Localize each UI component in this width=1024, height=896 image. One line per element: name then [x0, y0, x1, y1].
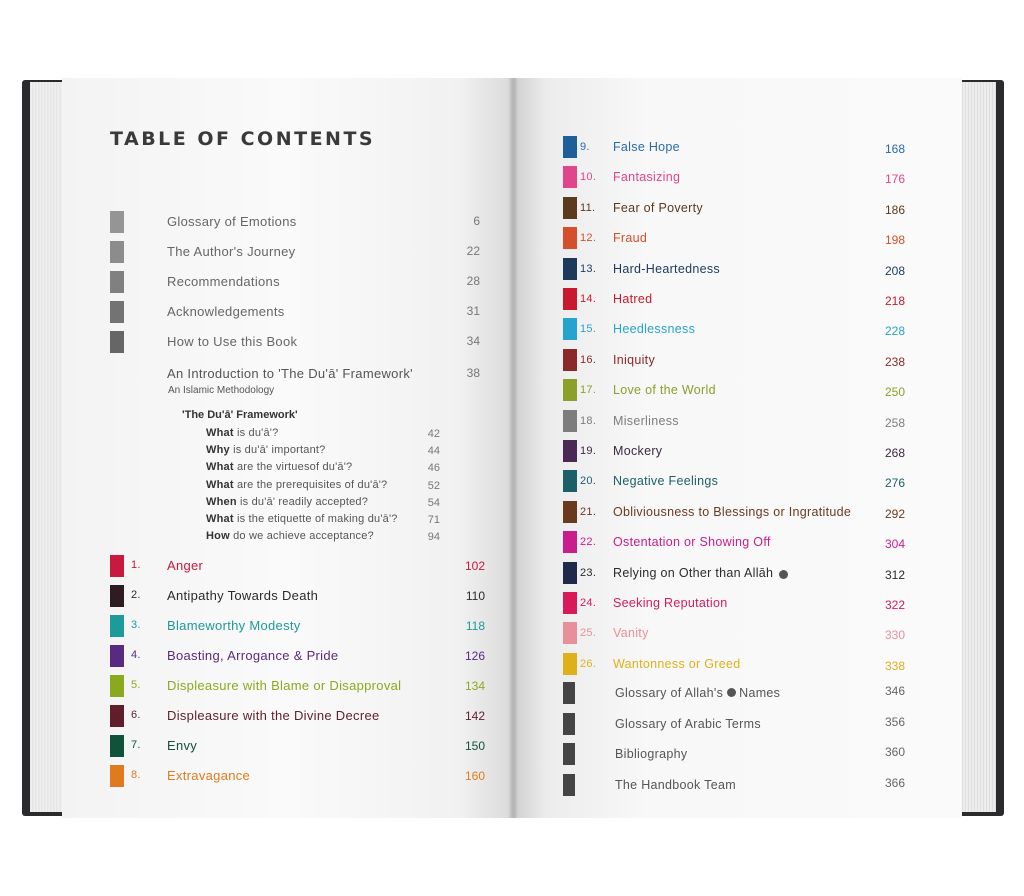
chapter-entry [110, 615, 490, 637]
chapter-entry [563, 653, 943, 675]
framework-entry [62, 496, 482, 512]
question-text: are the virtuesof du'ā'? [233, 461, 353, 474]
question-word: What [206, 427, 234, 439]
question-word: Why [206, 444, 230, 457]
chapter-entry [110, 585, 490, 607]
honorific-icon [727, 688, 736, 697]
chapter-entry [563, 318, 943, 340]
chapter-page: 218 [884, 294, 905, 308]
chapter-title: Extravagance [167, 768, 251, 783]
chapter-color-marker [563, 288, 577, 310]
chapter-page: 238 [884, 354, 905, 369]
chapter-color-marker [563, 318, 577, 340]
chapter-page: 322 [884, 598, 905, 612]
chapter-color-marker [563, 470, 577, 492]
chapter-number: 21. [580, 505, 597, 518]
chapter-number: 17. [580, 384, 597, 397]
chapter-title: Fraud [613, 231, 648, 246]
chapter-page: 198 [884, 233, 905, 248]
chapter-title: Fear of Poverty [613, 200, 703, 215]
chapter-number: 22. [580, 536, 597, 549]
chapter-number: 13. [580, 262, 597, 275]
chapter-color-marker [110, 555, 124, 577]
chapter-entry [563, 349, 943, 371]
chapter-number: 12. [580, 232, 597, 245]
chapter-title: Ostentation or Showing Off [613, 535, 771, 550]
chapter-color-marker [563, 531, 577, 553]
entry-title: The Author's Journey [167, 244, 296, 259]
question-word: When [206, 495, 237, 508]
chapter-page: 142 [464, 709, 485, 723]
framework-entry [62, 427, 482, 443]
chapter-entry [563, 562, 943, 584]
chapter-color-marker [563, 227, 577, 249]
chapter-number: 14. [580, 293, 597, 305]
chapter-title: False Hope [613, 140, 680, 154]
chapter-number: 19. [580, 445, 597, 457]
toc-entry [110, 241, 490, 263]
question-text: do we achieve acceptance? [229, 530, 374, 543]
chapter-entry [110, 735, 490, 757]
toc-entry [563, 682, 943, 704]
entry-page: 44 [427, 445, 440, 458]
chapter-page: 258 [884, 415, 905, 430]
framework-question [206, 427, 278, 439]
entry-subtitle: An Islamic Methodology [168, 385, 275, 396]
chapter-title: Displeasure with Blame or Disapproval [167, 678, 402, 693]
book-gutter [508, 78, 518, 818]
chapter-number: 16. [580, 353, 597, 366]
section-marker [563, 682, 575, 704]
question-text: is du'ā' readily accepted? [236, 495, 369, 508]
chapter-color-marker [563, 166, 577, 188]
chapter-title: Hatred [613, 292, 653, 306]
toc-entry [563, 743, 943, 765]
chapter-color-marker [110, 675, 124, 697]
entry-page: 54 [427, 496, 440, 509]
entry-title-text: Bibliography [615, 747, 688, 761]
entry-page: 38 [466, 366, 480, 380]
chapter-title: Iniquity [613, 352, 656, 367]
entry-title: How to Use this Book [167, 334, 298, 349]
chapter-color-marker [110, 585, 124, 607]
entry-page: 71 [427, 514, 440, 526]
question-text: is du'ā'? [233, 427, 279, 439]
chapter-color-marker [110, 705, 124, 727]
chapter-number: 15. [580, 323, 597, 336]
chapter-number: 23. [580, 566, 597, 579]
chapter-title: Wantonness or Greed [613, 656, 741, 671]
entry-page: 356 [884, 714, 905, 729]
chapter-number: 25. [580, 627, 597, 640]
question-word: How [206, 530, 230, 543]
toc-entry [563, 774, 943, 796]
chapter-color-marker [563, 562, 577, 584]
framework-question [206, 444, 325, 456]
chapter-page: 304 [884, 537, 905, 552]
chapter-color-marker [563, 136, 577, 158]
page-edges-right [956, 82, 996, 812]
chapter-page: 102 [464, 559, 485, 573]
framework-entry [62, 479, 482, 495]
chapter-color-marker [110, 615, 124, 637]
chapter-entry [563, 501, 943, 523]
chapter-title: Displeasure with the Divine Decree [167, 708, 380, 723]
toc-entry [110, 331, 490, 353]
entry-title [615, 747, 687, 761]
chapter-number: 18. [580, 414, 597, 427]
entry-title: Acknowledgements [167, 304, 285, 319]
framework-entry [62, 461, 482, 477]
chapter-title: Vanity [613, 626, 649, 641]
entry-title [615, 717, 761, 731]
chapter-title: Fantasizing [613, 170, 681, 185]
entry-title: Recommendations [167, 274, 280, 289]
entry-title [615, 778, 736, 792]
chapter-title: Anger [167, 558, 204, 573]
question-word: What [206, 513, 234, 525]
chapter-entry [563, 440, 943, 462]
chapter-page: 312 [884, 567, 905, 582]
chapter-color-marker [563, 440, 577, 462]
chapter-title: Negative Feelings [613, 474, 719, 489]
entry-page: 52 [427, 479, 440, 492]
chapter-entry [110, 555, 490, 577]
chapter-page: 228 [884, 324, 905, 339]
section-marker [563, 743, 575, 765]
chapter-number: 4. [131, 649, 141, 661]
chapter-page: 118 [465, 619, 485, 633]
chapter-title: Obliviousness to Blessings or Ingratitude [613, 504, 852, 519]
chapter-title: Miserliness [613, 413, 679, 428]
framework-heading: 'The Du'ā' Framework' [182, 409, 298, 421]
chapter-number: 9. [580, 141, 590, 153]
entry-title-text: Glossary of Arabic Terms [615, 716, 761, 731]
entry-page: 94 [427, 531, 440, 544]
framework-question [206, 461, 352, 473]
entry-page: 22 [466, 244, 480, 258]
left-page [62, 78, 514, 818]
chapter-title: Hard-Heartedness [613, 261, 720, 276]
entry-title [615, 686, 780, 700]
chapter-title: Mockery [613, 444, 663, 458]
chapter-page: 276 [884, 476, 905, 491]
chapter-color-marker [563, 410, 577, 432]
chapter-entry [563, 470, 943, 492]
entry-title-text: The Handbook Team [615, 777, 736, 792]
framework-entry [62, 530, 482, 546]
question-word: What [206, 478, 234, 491]
entry-title: Glossary of Emotions [167, 214, 297, 229]
entry-title: An Introduction to 'The Du'ā' Framework' [167, 366, 413, 381]
chapter-number: 8. [131, 769, 141, 781]
page-title: TABLE OF CONTENTS [110, 128, 376, 150]
chapter-title: Boasting, Arrogance & Pride [167, 648, 339, 663]
question-text: is du'ā' important? [229, 444, 326, 457]
chapter-page: 134 [464, 679, 485, 693]
chapter-number: 24. [580, 597, 597, 609]
chapter-page: 292 [884, 506, 905, 521]
framework-question [206, 530, 374, 542]
chapter-color-marker [563, 197, 577, 219]
chapter-color-marker [110, 765, 124, 787]
chapter-entry [563, 227, 943, 249]
chapter-title: Antipathy Towards Death [167, 588, 319, 603]
framework-question [206, 479, 387, 491]
section-marker [563, 774, 575, 796]
chapter-color-marker [563, 379, 577, 401]
chapter-number: 10. [580, 171, 597, 184]
chapter-number: 1. [131, 559, 141, 571]
chapter-entry [110, 765, 490, 787]
chapter-number: 26. [580, 657, 597, 670]
entry-page: 28 [466, 274, 480, 288]
chapter-entry [563, 410, 943, 432]
section-marker [563, 713, 575, 735]
section-marker [110, 331, 124, 353]
chapter-page: 176 [884, 172, 905, 187]
chapter-number: 5. [131, 679, 141, 691]
chapter-number: 20. [580, 475, 597, 488]
chapter-number: 3. [131, 619, 141, 631]
entry-page: 6 [473, 214, 480, 228]
section-marker [110, 271, 124, 293]
chapter-entry [563, 166, 943, 188]
entry-page: 46 [427, 462, 440, 475]
chapter-entry [563, 136, 943, 158]
entry-page: 42 [427, 428, 440, 440]
toc-entry [110, 271, 490, 293]
chapter-entry [563, 531, 943, 553]
chapter-page: 126 [464, 649, 485, 663]
question-text: is the etiquette of making du'ā'? [233, 513, 398, 525]
chapter-color-marker [110, 645, 124, 667]
entry-page: 346 [884, 684, 905, 698]
toc-entry [110, 211, 490, 233]
entry-title-text: Glossary of Allah's [615, 686, 724, 700]
section-marker [110, 241, 124, 263]
chapter-entry [563, 288, 943, 310]
chapter-page: 168 [884, 142, 905, 156]
framework-entry [62, 444, 482, 460]
chapter-color-marker [563, 258, 577, 280]
toc-entry [563, 713, 943, 735]
chapter-title: Seeking Reputation [613, 596, 728, 610]
chapter-page: 110 [465, 589, 485, 603]
entry-page: 360 [884, 745, 905, 759]
right-page [514, 78, 962, 818]
toc-entry-intro [110, 363, 490, 385]
chapter-title: Love of the World [613, 383, 716, 398]
chapter-page: 268 [884, 446, 905, 460]
chapter-title: Relying on Other than Allāh [613, 565, 774, 580]
chapter-color-marker [563, 622, 577, 644]
section-marker [110, 211, 124, 233]
framework-question [206, 496, 368, 508]
chapter-page: 150 [464, 739, 485, 753]
chapter-page: 330 [884, 628, 905, 643]
chapter-number: 2. [131, 589, 141, 601]
chapter-page: 160 [464, 769, 485, 783]
question-word: What [206, 461, 234, 474]
chapter-page: 208 [884, 263, 905, 278]
chapter-entry [110, 705, 490, 727]
entry-title-suffix: Names [739, 686, 781, 700]
chapter-page: 250 [884, 385, 905, 400]
chapter-entry [110, 675, 490, 697]
toc-entry [110, 301, 490, 323]
section-marker [110, 301, 124, 323]
chapter-color-marker [563, 349, 577, 371]
chapter-entry [110, 645, 490, 667]
chapter-page: 338 [884, 658, 905, 673]
chapter-entry [563, 622, 943, 644]
chapter-color-marker [110, 735, 124, 757]
open-book [22, 78, 1004, 818]
honorific-icon [779, 570, 788, 579]
chapter-title: Envy [167, 738, 198, 753]
chapter-entry [563, 197, 943, 219]
chapter-number: 11. [580, 201, 596, 214]
framework-question [206, 513, 398, 525]
question-text: are the prerequisites of du'ā'? [233, 478, 388, 491]
chapter-number: 6. [131, 709, 141, 721]
framework-entry [62, 513, 482, 529]
chapter-entry [563, 379, 943, 401]
chapter-entry [563, 258, 943, 280]
entry-page: 366 [884, 775, 905, 790]
chapter-title: Heedlessness [613, 322, 696, 337]
chapter-number: 7. [131, 739, 141, 751]
chapter-entry [563, 592, 943, 614]
entry-page: 31 [466, 304, 480, 318]
entry-page: 34 [466, 334, 480, 348]
chapter-color-marker [563, 501, 577, 523]
chapter-color-marker [563, 592, 577, 614]
chapter-title: Blameworthy Modesty [167, 618, 301, 633]
chapter-page: 186 [884, 202, 905, 217]
chapter-color-marker [563, 653, 577, 675]
